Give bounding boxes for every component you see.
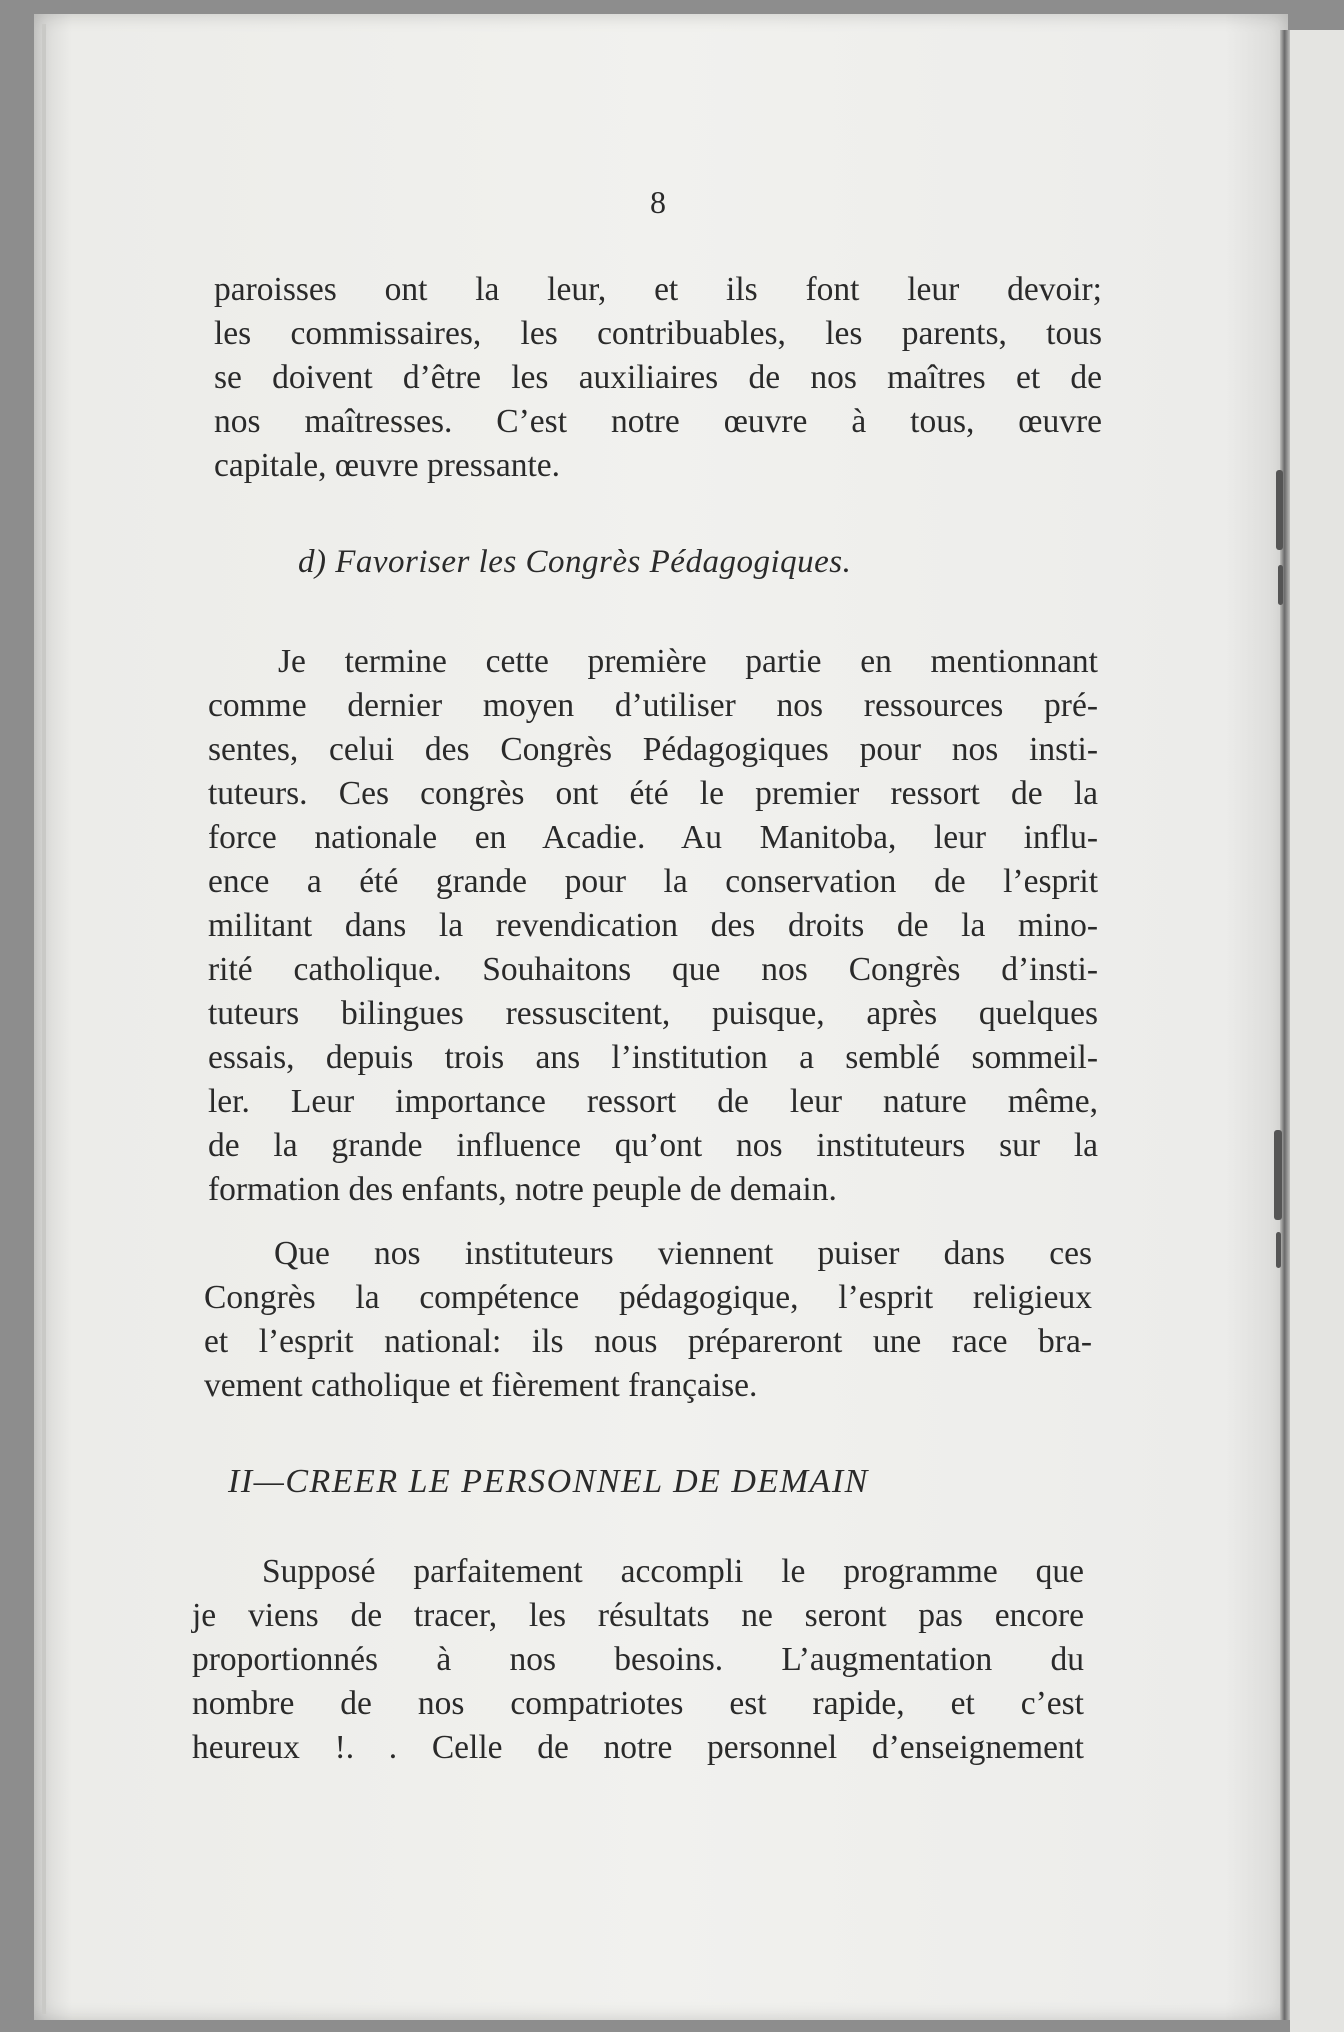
text-line: Je termine cette première partie en mentionnant (278, 643, 1098, 680)
text-line: et l’esprit national: ils nous prépareront une race bra- (204, 1323, 1092, 1360)
subheading: d) Favoriser les Congrès Pédagogiques. (298, 544, 852, 580)
text-line: Supposé parfaitement accompli le programme que (262, 1553, 1084, 1590)
text-line: nombre de nos compatriotes est rapide, et c’est (192, 1685, 1084, 1722)
paragraph-1 (214, 268, 1102, 488)
paragraph-4 (192, 1550, 1084, 1770)
text-line: sentes, celui des Congrès Pédagogiques pour nos insti- (208, 731, 1098, 768)
text-line: Que nos instituteurs viennent puiser dans ces (274, 1235, 1092, 1272)
text-line: militant dans la revendication des droits de la mino- (208, 907, 1098, 944)
text-line: tuteurs bilingues ressuscitent, puisque, après quelques (208, 995, 1098, 1032)
text-line: de la grande influence qu’ont nos instituteurs sur la (208, 1127, 1098, 1164)
text-line: capitale, œuvre pressante. (214, 447, 561, 484)
text-line: rité catholique. Souhaitons que nos Congrès d’insti- (208, 951, 1098, 988)
text-line: se doivent d’être les auxiliaires de nos maîtres et de (214, 359, 1102, 396)
section-title: II—CREER LE PERSONNEL DE DEMAIN (228, 1463, 869, 1500)
text-line: comme dernier moyen d’utiliser nos ressources pré- (208, 687, 1098, 724)
paragraph-2 (208, 640, 1098, 1212)
text-line: Congrès la compétence pédagogique, l’esprit religieux (204, 1279, 1092, 1316)
text-line: tuteurs. Ces congrès ont été le premier ressort de la (208, 775, 1098, 812)
text-line: paroisses ont la leur, et ils font leur devoir; (214, 271, 1102, 308)
text-line: essais, depuis trois ans l’institution a semblé sommeil- (208, 1039, 1098, 1076)
text-line: formation des enfants, notre peuple de demain. (208, 1171, 837, 1208)
text-line: vement catholique et fièrement française. (204, 1367, 758, 1404)
text-line: je viens de tracer, les résultats ne seront pas encore (192, 1597, 1084, 1634)
text-line: les commissaires, les contribuables, les parents, tous (214, 315, 1102, 352)
text-line: heureux !. . Celle de notre personnel d’enseignement (192, 1729, 1084, 1766)
text-line: proportionnés à nos besoins. L’augmentation du (192, 1641, 1084, 1678)
paragraph-3 (204, 1232, 1092, 1408)
text-line: ler. Leur importance ressort de leur nature même, (208, 1083, 1098, 1120)
page-number: 8 (650, 184, 666, 220)
text-line: force nationale en Acadie. Au Manitoba, leur influ- (208, 819, 1098, 856)
text-line: nos maîtresses. C’est notre œuvre à tous, œuvre (214, 403, 1102, 440)
text-line: ence a été grande pour la conservation de l’esprit (208, 863, 1098, 900)
